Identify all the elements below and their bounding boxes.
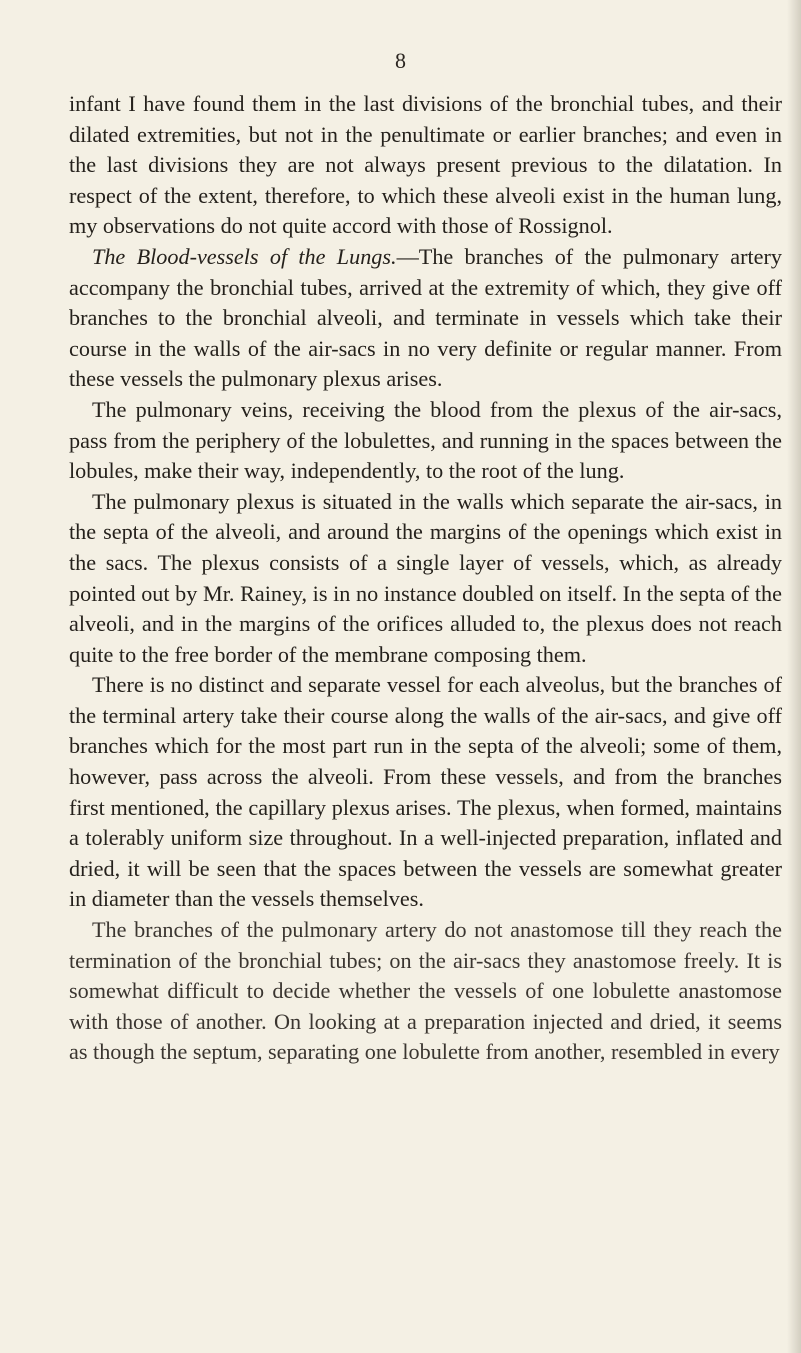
paragraph-continuation	[69, 89, 782, 242]
paragraph-text: —The branches of the pulmonary artery accompany the bronchial tubes, arrived at the extremity of which, they give off branches to the bronchial alveoli, and terminate in vessels which take their course in the walls of the air-sacs in no very definite or regular manner. From these vessels the pulmonary plexus arises.	[69, 243, 782, 392]
paragraph-blood-vessels	[69, 242, 782, 395]
page-number: 8	[395, 48, 406, 73]
paragraph-text: The pulmonary plexus is situated in the walls which separate the air-sacs, in the septa of the alveoli, and around the margins of the openings which exist in the sacs. The plexus consists of a single layer of vessels, which, as already pointed out by Mr. Rainey, is in no instance doubled on itself. In the septa of the alveoli, and in the margins of the orifices alluded to, the plexus does not reach quite to the free border of the membrane composing them.	[69, 488, 782, 667]
paragraph-text: The branches of the pulmonary artery do not anastomose till they reach the termination of the bronchial tubes; on the air-sacs they anastomose freely. It is somewhat difficult to decide whether the vessels of one lobulette anastomose with those of another. On looking at a preparation injected and dried, it seems as though the septum, separating one lobulette from another, resembled in every	[69, 917, 782, 1065]
paragraph-text: infant I have found them in the last divisions of the bronchial tubes, and their dilated extremities, but not in the penultimate or earlier branches; and even in the last divisions they are not always present previous to the dilatation. In respect of the extent, therefore, to which these alveoli exist in the human lung, my observations do not quite accord with those of Rossignol.	[69, 91, 782, 239]
paragraph-pulmonary-plexus	[69, 487, 782, 671]
paragraph-pulmonary-veins	[69, 395, 782, 487]
paragraph-anastomose	[69, 915, 782, 1068]
paragraph-alveolus-vessels	[69, 670, 782, 915]
section-heading: The Blood-vessels of the Lungs.	[92, 243, 397, 269]
paragraph-text: The pulmonary veins, receiving the blood from the plexus of the air-sacs, pass from the periphery of the lobulettes, and running in the spaces between the lobules, make their way, independently, to the root of the lung.	[69, 396, 782, 484]
body-text	[69, 89, 782, 1068]
page-edge-shadow	[787, 0, 801, 1353]
paragraph-text: There is no distinct and separate vessel for each alveolus, but the branches of the terminal artery take their course along the walls of the air-sacs, and give off branches which for the most part run in the septa of the alveoli; some of them, however, pass across the alveoli. From these vessels, and from the branches first mentioned, the capillary plexus arises. The plexus, when formed, maintains a tolerably uniform size throughout. In a well-injected preparation, inflated and dried, it will be seen that the spaces between the vessels are somewhat greater in diameter than the vessels themselves.	[69, 672, 782, 912]
